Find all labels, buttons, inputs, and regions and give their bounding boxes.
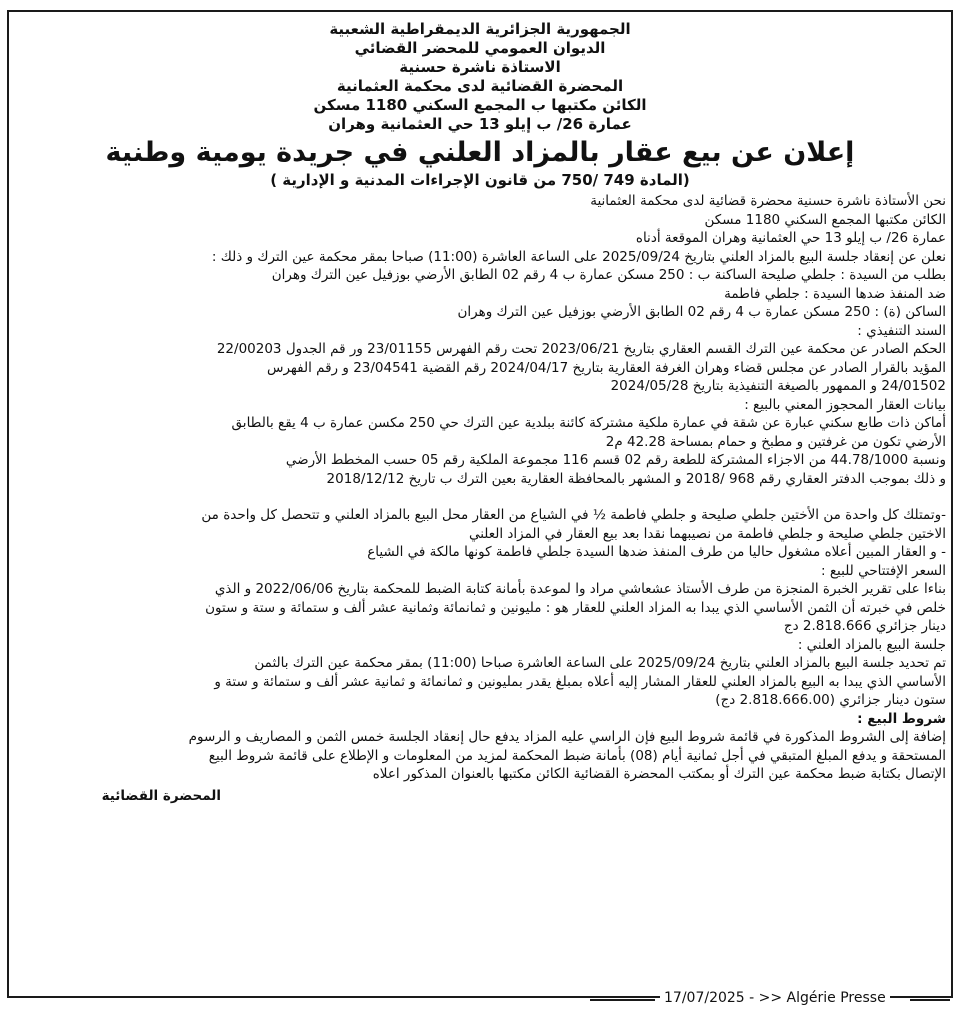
document-title: إعلان عن بيع عقار بالمزاد العلني في جريدة يومية وطنية — [105, 137, 855, 168]
body-line: ونسبة 44.78/1000 من الاجزاء المشتركة للطعة رقم 02 قسم 116 مجموعة الملكية رقم 05 حسب المخطط الأرضي — [285, 452, 946, 468]
body-line: بطلب من السيدة : جلطي صليحة الساكنة ب : 250 مسكن عمارة ب 4 رقم 02 الطابق الأرضي بوزفيل عين الترك وهران — [271, 267, 946, 283]
signature: المحضرة القضائية — [101, 787, 221, 804]
document-subtitle: (المادة 749 /750 من قانون الإجراءات المدنية و الإدارية ) — [270, 171, 690, 189]
body-line: - و العقار المبين أعلاه مشغول حاليا من طرف المنفذ ضدها السيدة جلطي فاطمة كونها مالكة في الشياع — [367, 544, 946, 560]
body-line: تم تحديد جلسة البيع بالمزاد العلني بتاريخ 2025/09/24 على الساعة العاشرة صباحا (11:00) بمقر محكمة عين الترك بالثمن — [254, 655, 946, 671]
body-line: الساكن (ة) : 250 مسكن عمارة ب 4 رقم 02 الطابق الأرضي بوزفيل عين الترك وهران — [457, 304, 946, 320]
body-line: عمارة 26/ ب إيلو 13 حي العثمانية وهران الموقعة أدناه — [635, 230, 946, 246]
footer-rule-right — [910, 999, 950, 1001]
top-strip — [0, 0, 966, 8]
header-line: الكائن مكتبها ب المجمع السكني 1180 مسكن — [313, 96, 647, 114]
body-line: ضد المنفذ ضدها السيدة : جلطي فاطمة — [724, 285, 946, 302]
footer-source: 17/07/2025 - >> Algérie Presse — [660, 990, 890, 1006]
body-line: الأساسي الذي يبدا به البيع بالمزاد العلني للعقار المشار إليه أعلاه بمبلغ يقدر بمليونين و ثمانمائة و ثمانية عشر ألف و ستمائة و ستة و — [214, 673, 946, 690]
body-line: السعر الإفتتاحي للبيع : — [821, 562, 946, 579]
body-line: الحكم الصادر عن محكمة عين الترك القسم العقاري بتاريخ 2023/06/21 تحت رقم الفهرس 23/01155 ور قم الجدول 22/00203 — [216, 341, 946, 357]
body-line: السند التنفيذي : — [857, 322, 946, 339]
condition-line: الإتصال بكتابة ضبط محكمة عين الترك أو بمكتب المحضرة القضائية الكائن مكتبها بالعنوان المذكور اعلاه — [372, 766, 946, 782]
footer-rule-left — [590, 999, 655, 1001]
body-line: نعلن عن إنعقاد جلسة البيع بالمزاد العلني بتاريخ 2025/09/24 على الساعة العاشرة (11:00) صباحا بمقر محكمة عين الترك و ذلك : — [211, 248, 946, 265]
body-line: جلسة البيع بالمزاد العلني : — [797, 636, 946, 653]
conditions-heading: شروط البيع : — [857, 710, 946, 727]
body-line: أماكن ذات طابع سكني عبارة عن شقة في عمارة ملكية مشتركة كائنة ببلدية عين الترك حي 250 مكسن عمارة ب 4 يقع بالطابق — [231, 415, 946, 431]
body-line: ستون دينار جزائري (2.818.666.00 دج) — [715, 692, 946, 708]
body-line: الاختين جلطي صليحة و جلطي فاطمة من نصيبهما نقدا بعد بيع العقار في المزاد العلني — [468, 525, 946, 542]
announcement-document — [14, 20, 946, 805]
body-line: 24/01502 و الممهور بالصيغة التنفيذية بتاريخ 2024/05/28 — [610, 378, 946, 394]
paragraph-gap — [14, 488, 946, 506]
condition-line: المستحقة و يدفع المبلغ المتبقي في أجل ثمانية أيام (08) بأمانة ضبط المحكمة لمزيد من المعلومات و الإطلاع على قائمة شروط البيع — [208, 747, 946, 764]
header-line: المحضرة القضائية لدى محكمة العثمانية — [336, 77, 624, 95]
header-line: الاستاذة ناشرة حسنية — [399, 58, 561, 76]
body-line: المؤيد بالقرار الصادر عن مجلس قضاء وهران الغرفة العقارية بتاريخ 2024/04/17 رقم القضية 23/04541 و رقم الفهرس — [266, 359, 946, 376]
body-line: دينار جزائري 2.818.666 دج — [783, 618, 946, 634]
body-line: و ذلك بموجب الدفتر العقاري رقم 968 /2018 و المشهر بالمحافظة العقارية بعين الترك ب تاريخ 2018/12/12 — [326, 470, 946, 487]
body-line: الكائن مكتبها المجمع السكني 1180 مسكن — [704, 211, 946, 228]
body-line: بيانات العقار المحجوز المعني بالبيع : — [744, 396, 946, 413]
body-line: الأرضي تكون من غرفتين و مطبخ و حمام بمساحة 42.28 م2 — [605, 433, 946, 450]
body-line: بناءا على تقرير الخبرة المنجزة من طرف الأستاذ عشعاشي مراد وا لموعدة بأمانة كتابة الضبط للمحكمة بتاريخ 2022/06/06 و الذي — [214, 581, 946, 597]
condition-line: إضافة إلى الشروط المذكورة في قائمة شروط البيع فإن الراسي عليه المزاد يدفع حال إنعقاد الجلسة خمس الثمن و المصاريف و الرسوم — [188, 729, 946, 745]
document-header — [14, 20, 946, 134]
footer — [590, 990, 950, 1010]
body-line: -وتمتلك كل واحدة من الأختين جلطي صليحة و جلطي فاطمة ½ في الشياع من العقار محل البيع بالمزاد العلني و تتحصل كل واحدة من — [201, 507, 946, 523]
body-line: نحن الأستاذة ناشرة حسنية محضرة قضائية لدى محكمة العثمانية — [590, 193, 946, 209]
header-line: عمارة 26/ ب إيلو 13 حي العثمانية وهران — [328, 115, 632, 133]
body-line: خلص في خبرته أن الثمن الأساسي الذي يبدا به المزاد العلني للعقار هو : مليونين و ثمانمائة وثمانية عشر ألف و ستمائة و ستة و ستون — [205, 599, 946, 616]
header-line: الجمهورية الجزائرية الديمقراطية الشعبية — [329, 20, 631, 38]
document-body — [14, 192, 946, 805]
header-line: الديوان العمومي للمحضر القضائي — [354, 39, 606, 57]
